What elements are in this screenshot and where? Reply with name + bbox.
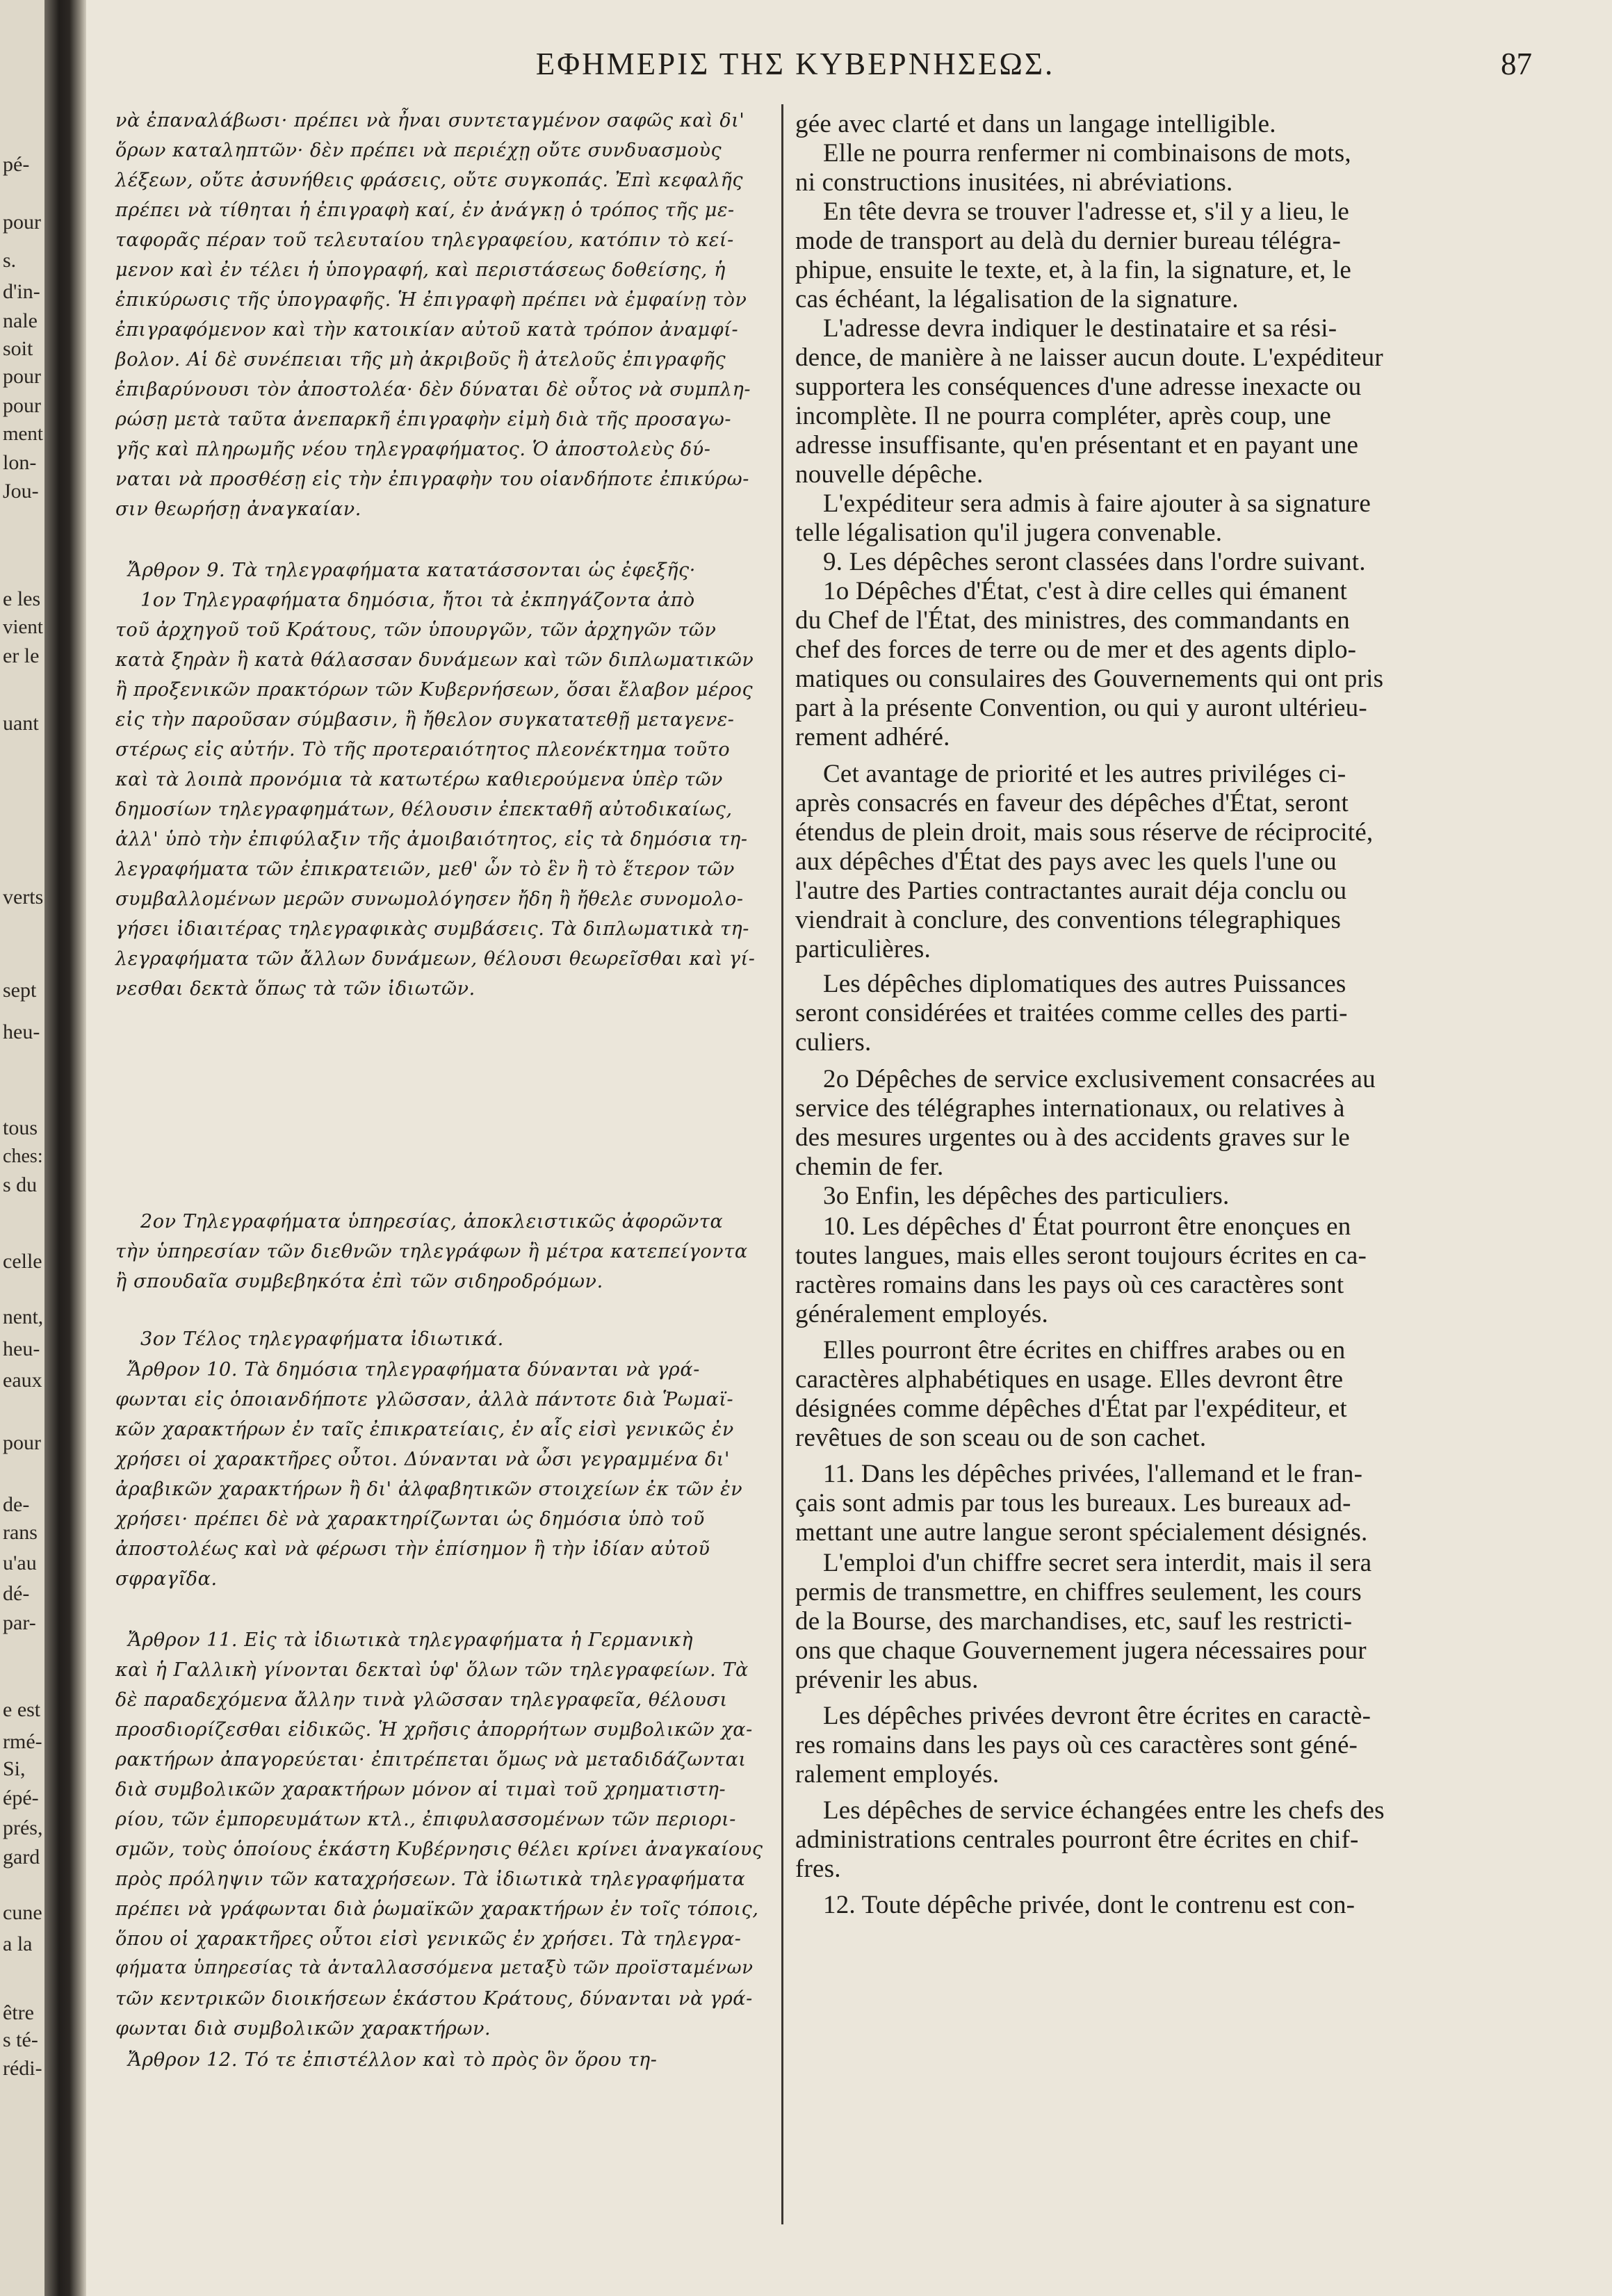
- text-line: de la Bourse, des marchandises, etc, sauf les restricti-: [795, 1607, 1353, 1636]
- text-line: τὴν ὑπηρεσίαν τῶν διεθνῶν τηλεγράφων ἢ μέτρα κατεπείγοντα: [115, 1241, 748, 1262]
- text-line: toutes langues, mais elles seront toujours écrites en ca-: [795, 1241, 1367, 1270]
- adjacent-page-text-fragment: e les: [3, 587, 41, 610]
- text-line: Les dépêches diplomatiques des autres Puissances: [823, 970, 1346, 998]
- text-line: ρίου, τῶν ἐμπορευμάτων κτλ., ἐπιφυλασσομένων τῶν περιορι-: [115, 1809, 737, 1830]
- adjacent-page-text-fragment: par-: [3, 1611, 36, 1634]
- text-line: 3o Enfin, les dépêches des particuliers.: [823, 1182, 1230, 1210]
- text-line: caractères alphabétiques en usage. Elles devront être: [795, 1365, 1344, 1394]
- text-line: chemin de fer.: [795, 1153, 944, 1181]
- adjacent-page-text-fragment: uant: [3, 712, 39, 735]
- adjacent-page-text-fragment: soit: [3, 337, 33, 360]
- text-line: étendus de plein droit, mais sous réserve de réciprocité,: [795, 818, 1374, 847]
- text-line: cas échéant, la légalisation de la signature.: [795, 285, 1239, 314]
- adjacent-page-text-fragment: nale: [3, 309, 38, 332]
- text-line: ralement employés.: [795, 1760, 1000, 1789]
- adjacent-page-text-fragment: rédi-: [3, 2057, 42, 2080]
- adjacent-page-text-fragment: s té-: [3, 2028, 38, 2051]
- text-line: σφραγῖδα.: [115, 1568, 218, 1590]
- adjacent-page-text-fragment: ment: [3, 423, 43, 445]
- text-line: part à la présente Convention, ou qui y auront ultérieu-: [795, 694, 1367, 722]
- text-line: τοῦ ἀρχηγοῦ τοῦ Κράτους, τῶν ὑπουργῶν, τῶν ἀρχηγῶν τῶν: [115, 619, 717, 641]
- text-line: 3ον Τέλος τηλεγραφήματα ἰδιωτικά.: [140, 1328, 504, 1350]
- text-line: μενον καὶ ἐν τέλει ἡ ὑπογραφή, καὶ περιστάσεως δοθείσης, ἡ: [115, 259, 726, 281]
- page-number: 87: [1501, 47, 1532, 81]
- adjacent-page-text-fragment: tous: [3, 1116, 38, 1139]
- adjacent-page-text-fragment: cune: [3, 1901, 42, 1924]
- text-line: ταφορᾶς πέραν τοῦ τελευταίου τηλεγραφείου, κατόπιν τὸ κεί-: [115, 229, 734, 251]
- text-line: 10. Les dépêches d' État pourront être enonçues en: [823, 1212, 1351, 1241]
- adjacent-page-text-fragment: s du: [3, 1173, 38, 1196]
- text-line: ni constructions inusitées, ni abréviations.: [795, 168, 1233, 197]
- text-line: ἐπικύρωσις τῆς ὑπογραφῆς. Ἡ ἐπιγραφὴ πρέπει νὰ ἐμφαίνῃ τὸν: [115, 289, 747, 311]
- text-line: gée avec clarté et dans un langage intelligible.: [795, 110, 1276, 138]
- adjacent-page-text-fragment: a la: [3, 1932, 33, 1955]
- text-line: νὰ ἐπαναλάβωσι· πρέπει νὰ ἦναι συντεταγμένον σαφῶς καὶ δι': [115, 110, 745, 131]
- text-line: Cet avantage de priorité et les autres priviléges ci-: [823, 760, 1346, 788]
- text-line: τῶν κεντρικῶν διοικήσεων ἑκάστου Κράτους, δύνανται νὰ γρά-: [115, 1988, 753, 2010]
- adjacent-page-text-fragment: de-: [3, 1493, 30, 1516]
- text-line: ἢ προξενικῶν πρακτόρων τῶν Κυβερνήσεων, ὅσαι ἔλαβον μέρος: [115, 679, 754, 701]
- adjacent-page-text-fragment: pour: [3, 211, 41, 234]
- text-line: permis de transmettre, en chiffres seulement, les cours: [795, 1578, 1362, 1606]
- adjacent-page-text-fragment: pour: [3, 394, 41, 417]
- adjacent-page-text-fragment: e est: [3, 1698, 41, 1721]
- text-line: 9. Les dépêches seront classées dans l'ordre suivant.: [823, 548, 1366, 576]
- adjacent-page-text-fragment: prés,: [3, 1816, 43, 1839]
- text-line: 11. Dans les dépêches privées, l'allemand et le fran-: [823, 1460, 1363, 1488]
- text-line: 1o Dépêches d'État, c'est à dire celles qui émanent: [823, 577, 1347, 605]
- text-line: matiques ou consulaires des Gouvernements qui ont pris: [795, 665, 1384, 693]
- adjacent-page-text-fragment: pé-: [3, 153, 30, 176]
- text-line: désignées comme dépêches d'État par l'expéditeur, et: [795, 1394, 1347, 1423]
- text-line: φωνται διὰ συμβολικῶν χαρακτήρων.: [115, 2018, 491, 2039]
- text-line: καὶ τὰ λοιπὰ προνόμια τὰ κατωτέρω καθιερούμενα ὑπὲρ τῶν: [115, 769, 723, 790]
- text-line: στέρως εἰς αὐτήν. Τὸ τῆς προτεραιότητος πλεονέκτημα τοῦτο: [115, 739, 731, 760]
- book-gutter: [44, 0, 86, 2296]
- text-line: aux dépêches d'État des pays avec les quels l'une ou: [795, 847, 1337, 876]
- text-line: ons que chaque Gouvernement jugera nécessaires pour: [795, 1636, 1367, 1665]
- text-line: ractères romains dans les pays où ces caractères sont: [795, 1271, 1344, 1299]
- adjacent-page-text-fragment: ches:: [3, 1146, 43, 1167]
- adjacent-page-text-fragment: celle: [3, 1250, 42, 1273]
- adjacent-page-text-fragment: rans: [3, 1521, 38, 1544]
- text-line: particulières.: [795, 935, 931, 963]
- adjacent-page-text-fragment: d'in-: [3, 280, 40, 303]
- text-line: mettant une autre langue seront spécialement désignés.: [795, 1518, 1368, 1547]
- adjacent-page-text-fragment: sept: [3, 979, 37, 1002]
- text-line: En tête devra se trouver l'adresse et, s'il y a lieu, le: [823, 197, 1350, 226]
- text-line: Les dépêches privées devront être écrites en caractè-: [823, 1702, 1371, 1730]
- text-line: ἐπιβαρύνουσι τὸν ἀποστολέα· δὲν δύναται δὲ οὗτος νὰ συμπλη-: [115, 379, 751, 400]
- text-line: service des télégraphes internationaux, ou relatives à: [795, 1094, 1345, 1123]
- text-line: nouvelle dépêche.: [795, 460, 984, 489]
- text-line: Ἄρθρον 10. Τὰ δημόσια τηλεγραφήματα δύνανται νὰ γρά-: [128, 1359, 700, 1381]
- text-line: Elle ne pourra renfermer ni combinaisons de mots,: [823, 139, 1351, 168]
- text-line: φωνται εἰς ὁποιανδήποτε γλῶσσαν, ἀλλὰ πάντοτε διὰ Ῥωμαϊ-: [115, 1389, 734, 1410]
- adjacent-page-text-fragment: gard: [3, 1846, 40, 1868]
- text-line: ἀποστολέως καὶ νὰ φέρωσι τὴν ἐπίσημον ἢ τὴν ἰδίαν αὐτοῦ: [115, 1538, 710, 1560]
- text-line: βολον. Αἱ δὲ συνέπειαι τῆς μὴ ἀκριβοῦς ἢ ἀτελοῦς ἐπιγραφῆς: [115, 349, 726, 371]
- text-line: 2ον Τηλεγραφήματα ὑπηρεσίας, ἀποκλειστικῶς ἀφορῶντα: [140, 1211, 724, 1232]
- text-line: revêtues de son sceau ou de son cachet.: [795, 1424, 1207, 1452]
- adjacent-page-text-fragment: verts: [3, 886, 44, 909]
- adjacent-page-text-fragment: u'au: [3, 1552, 37, 1574]
- gazette-page: [86, 0, 1612, 2296]
- text-line: χρήσει οἱ χαρακτῆρες οὗτοι. Δύνανται νὰ ὦσι γεγραμμένα δι': [115, 1449, 731, 1470]
- text-line: Ἄρθρον 11. Εἰς τὰ ἰδιωτικὰ τηλεγραφήματα ἡ Γερμανικὴ: [128, 1629, 694, 1651]
- text-line: généralement employés.: [795, 1300, 1048, 1328]
- adjacent-page-text-fragment: eaux: [3, 1369, 42, 1392]
- text-line: ἢ σπουδαῖα συμβεβηκότα ἐπὶ τῶν σιδηροδρόμων.: [115, 1271, 603, 1292]
- text-line: ρακτήρων ἀπαγορεύεται· ἐπιτρέπεται ὅμως νὰ μεταδιδάζωνται: [115, 1749, 747, 1770]
- text-line: chef des forces de terre ou de mer et des agents diplo-: [795, 635, 1357, 664]
- adjacent-page-text-fragment: Si,: [3, 1757, 26, 1780]
- text-line: dence, de manière à ne laisser aucun doute. L'expéditeur: [795, 343, 1383, 372]
- adjacent-page-text-fragment: heu-: [3, 1020, 40, 1043]
- text-line: ἀλλ' ὑπὸ τὴν ἐπιφύλαξιν τῆς ἀμοιβαιότητος, εἰς τὰ δημόσια τη-: [115, 829, 748, 850]
- text-line: ὅρων καταληπτῶν· δὲν πρέπει νὰ περιέχῃ οὔτε συνδυασμοὺς: [115, 140, 722, 161]
- text-line: σμῶν, τοὺς ὁποίους ἑκάστη Κυβέρνησις θέλει κρίνει ἀναγκαίους: [115, 1839, 763, 1860]
- text-line: προσδιορίζεσθαι εἰδικῶς. Ἡ χρῆσις ἀπορρήτων συμβολικῶν χα-: [115, 1719, 753, 1741]
- text-line: λεγραφήματα τῶν ἐπικρατειῶν, μεθ' ὧν τὸ ἓν ἢ τὸ ἕτερον τῶν: [115, 858, 735, 880]
- text-line: Les dépêches de service échangées entre les chefs des: [823, 1796, 1385, 1825]
- text-line: incomplète. Il ne pourra compléter, après coup, une: [795, 402, 1332, 430]
- text-line: φήματα ὑπηρεσίας τὰ ἀνταλλασσόμενα μεταξὺ τῶν προϊσταμένων: [115, 1957, 754, 1978]
- text-line: ἀραβικῶν χαρακτήρων ἢ δι' ἀλφαβητικῶν στοιχείων ἐκ τῶν ἐν: [115, 1479, 743, 1500]
- text-line: fres.: [795, 1855, 841, 1883]
- text-line: νεσθαι δεκτὰ ὅπως τὰ τῶν ἰδιωτῶν.: [115, 978, 475, 1000]
- text-line: culiers.: [795, 1028, 872, 1057]
- text-line: λεγραφήματα τῶν ἄλλων δυνάμεων, θέλουσι θεωρεῖσθαι καὶ γί-: [115, 948, 756, 970]
- text-line: πρέπει νὰ γράφωνται διὰ ῥωμαϊκῶν χαρακτήρων ἐν τοῖς τόποις,: [115, 1898, 759, 1920]
- text-line: administrations centrales pourront être écrites en chif-: [795, 1825, 1359, 1854]
- adjacent-page-text-fragment: s.: [3, 249, 17, 272]
- text-line: κατὰ ξηρὰν ἢ κατὰ θάλασσαν δυνάμεων καὶ τῶν διπλωματικῶν: [115, 649, 754, 671]
- text-line: l'autre des Parties contractantes aurait déja conclu ou: [795, 877, 1347, 905]
- text-line: du Chef de l'État, des ministres, des commandants en: [795, 606, 1351, 635]
- text-line: δημοσίων τηλεγραφημάτων, θέλουσιν ἐπεκταθῆ αὐτοδικαίως,: [115, 799, 733, 820]
- text-line: prévenir les abus.: [795, 1666, 979, 1694]
- text-line: viendrait à conclure, des conventions télegraphiques: [795, 906, 1342, 934]
- adjacent-page-text-fragment: vient: [3, 616, 43, 638]
- text-line: συμβαλλομένων μερῶν συνωμολόγησεν ἤδη ἢ ἤθελε συνομολο-: [115, 888, 744, 910]
- adjacent-page-text-fragment: Jou-: [3, 480, 39, 503]
- text-line: ὅπου οἱ χαρακτῆρες οὗτοι εἰσὶ γενικῶς ἐν χρήσει. Τὰ τηλεγρα-: [115, 1928, 742, 1950]
- adjacent-page-text-fragment: épé-: [3, 1786, 39, 1809]
- text-line: çais sont admis par tous les bureaux. Les bureaux ad-: [795, 1489, 1351, 1517]
- text-line: telle légalisation qu'il jugera convenable.: [795, 519, 1223, 547]
- text-line: L'emploi d'un chiffre secret sera interdit, mais il sera: [823, 1549, 1372, 1577]
- text-line: L'expéditeur sera admis à faire ajouter à sa signature: [823, 489, 1371, 518]
- text-line: γήσει ἰδιαιτέρας τηλεγραφικὰς συμβάσεις. Τὰ διπλωματικὰ τη-: [115, 918, 750, 940]
- text-line: 1ον Τηλεγραφήματα δημόσια, ἤτοι τὰ ἐκπηγάζοντα ἀπὸ: [140, 589, 695, 611]
- adjacent-page-text-fragment: lon-: [3, 451, 37, 474]
- text-line: après consacrés en faveur des dépêches d'État, seront: [795, 789, 1349, 817]
- page-header-title: ΕΦΗΜΕΡΙΣ ΤΗΣ ΚΥΒΕΡΝΗΣΕΩΣ.: [535, 47, 1055, 81]
- text-line: πρέπει νὰ τίθηται ἡ ἐπιγραφὴ καί, ἐν ἀνάγκῃ ὁ τρόπος τῆς με-: [115, 200, 735, 221]
- text-line: δὲ παραδεχόμενα ἄλλην τινὰ γλῶσσαν τηλεγραφεῖα, θέλουσι: [115, 1689, 728, 1711]
- text-line: adresse insuffisante, qu'en présentant et en payant une: [795, 431, 1359, 459]
- text-line: κῶν χαρακτήρων ἐν ταῖς ἐπικρατείαις, ἐν αἷς εἰσὶ γενικῶς ἐν: [115, 1419, 734, 1440]
- text-line: 12. Toute dépêche privée, dont le contrenu est con-: [823, 1891, 1355, 1919]
- adjacent-page-margin: [0, 0, 44, 2296]
- adjacent-page-text-fragment: être: [3, 2001, 34, 2024]
- text-line: Ἄρθρον 12. Τό τε ἐπιστέλλον καὶ τὸ πρὸς ὃν ὅρου τη-: [128, 2049, 658, 2071]
- text-line: πρὸς πρόληψιν τῶν καταχρήσεων. Τὰ ἰδιωτικὰ τηλεγραφήματα: [115, 1868, 746, 1890]
- adjacent-page-text-fragment: pour: [3, 1431, 41, 1454]
- adjacent-page-text-fragment: pour: [3, 365, 41, 388]
- text-line: ναται νὰ προσθέσῃ εἰς τὴν ἐπιγραφὴν του οἱανδήποτε ἐπικύρω-: [115, 469, 749, 490]
- adjacent-page-text-fragment: rmé-: [3, 1730, 42, 1753]
- text-line: rement adhéré.: [795, 723, 950, 751]
- adjacent-page-text-fragment: nent,: [3, 1306, 44, 1328]
- text-line: ἐπιγραφόμενον καὶ τὴν κατοικίαν αὐτοῦ κατὰ τρόπον ἀναμφί-: [115, 319, 739, 341]
- text-line: ρώσῃ μετὰ ταῦτα ἀνεπαρκῆ ἐπιγραφὴν εἰμὴ διὰ τῆς προσαγω-: [115, 409, 732, 430]
- text-line: 2o Dépêches de service exclusivement consacrées au: [823, 1065, 1376, 1093]
- column-divider: [781, 104, 783, 2224]
- text-line: phipue, ensuite le texte, et, à la fin, la signature, et, le: [795, 256, 1352, 284]
- adjacent-page-text-fragment: dé-: [3, 1582, 30, 1605]
- adjacent-page-text-fragment: heu-: [3, 1337, 40, 1360]
- text-line: L'adresse devra indiquer le destinataire et sa rési-: [823, 314, 1337, 343]
- text-line: mode de transport au delà du dernier bureau télégra-: [795, 227, 1341, 255]
- text-line: seront considérées et traitées comme celles des parti-: [795, 999, 1348, 1027]
- text-line: des mesures urgentes ou à des accidents graves sur le: [795, 1123, 1350, 1152]
- text-line: καὶ ἡ Γαλλικὴ γίνονται δεκταὶ ὑφ' ὅλων τῶν τηλεγραφείων. Τὰ: [115, 1659, 749, 1681]
- text-line: λέξεων, οὔτε ἀσυνήθεις φράσεις, οὔτε συγκοπάς. Ἐπὶ κεφαλῆς: [115, 170, 744, 191]
- text-line: γῆς καὶ πληρωμῆς νέου τηλεγραφήματος. Ὁ ἀποστολεὺς δύ-: [115, 439, 711, 460]
- text-line: Elles pourront être écrites en chiffres arabes ou en: [823, 1336, 1346, 1365]
- text-line: supportera les conséquences d'une adresse inexacte ou: [795, 373, 1362, 401]
- text-line: res romains dans les pays où ces caractères sont géné-: [795, 1731, 1358, 1759]
- text-line: εἰς τὴν παροῦσαν σύμβασιν, ἢ ἤθελον συγκατατεθῇ μεταγενε-: [115, 709, 735, 731]
- text-line: χρήσει· πρέπει δὲ νὰ χαρακτηρίζωνται ὡς δημόσια ὑπὸ τοῦ: [115, 1508, 705, 1530]
- text-line: Ἄρθρον 9. Τὰ τηλεγραφήματα κατατάσσονται ὡς ἐφεξῆς·: [128, 560, 696, 581]
- text-line: σιν θεωρήσῃ ἀναγκαίαν.: [115, 498, 361, 520]
- text-line: διὰ συμβολικῶν χαρακτήρων μόνον αἱ τιμαὶ τοῦ χρηματιστη-: [115, 1779, 726, 1800]
- adjacent-page-text-fragment: er le: [3, 644, 40, 667]
